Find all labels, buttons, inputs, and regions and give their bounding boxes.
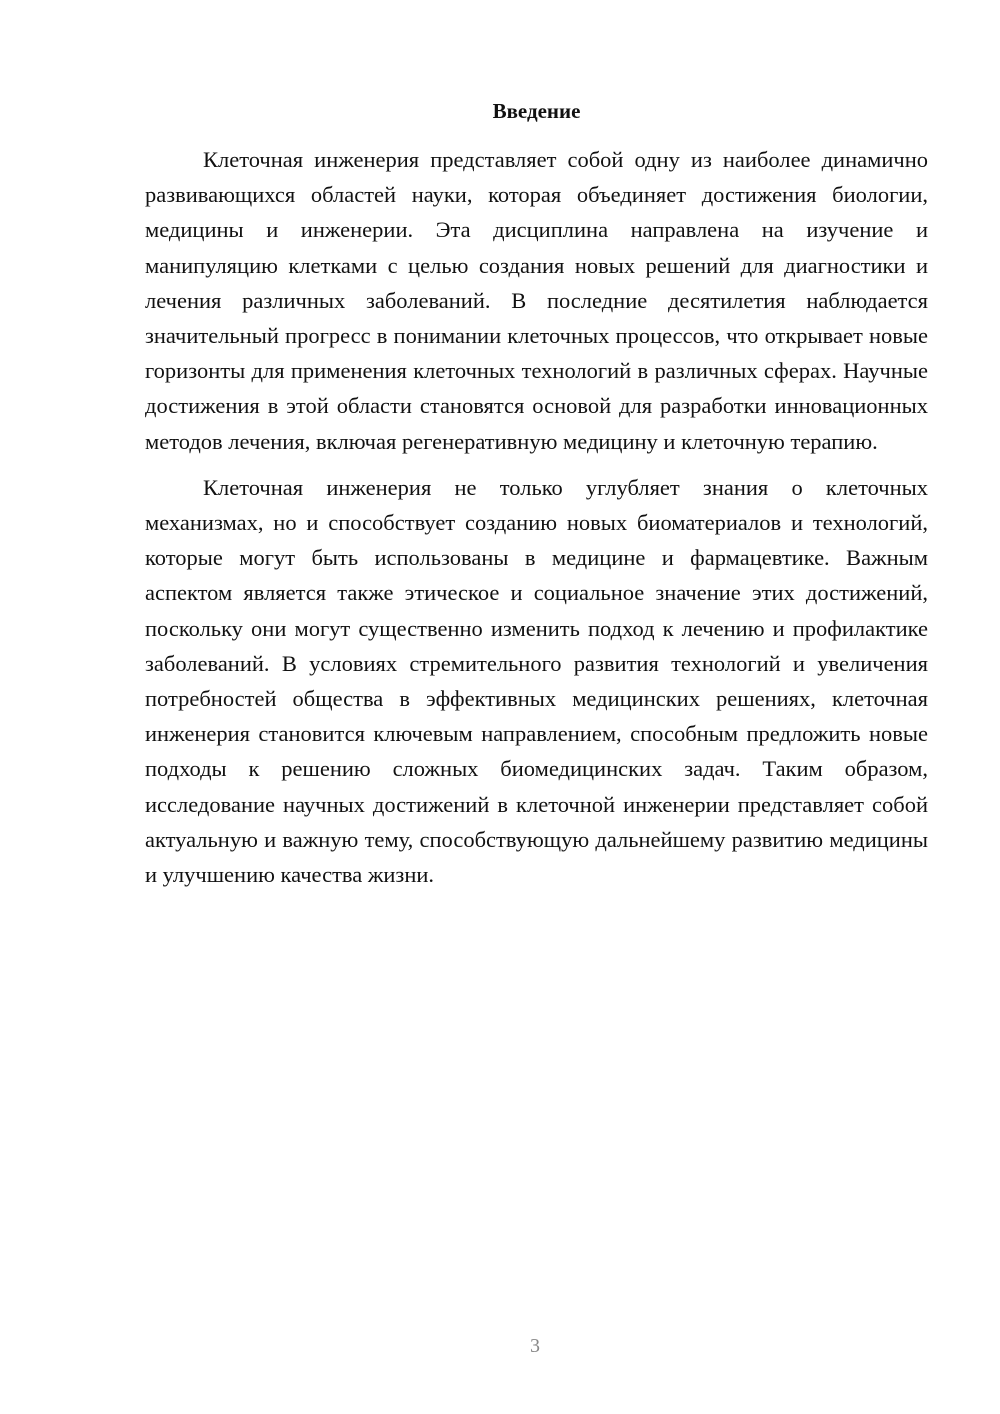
- body-text: [145, 142, 928, 892]
- paragraph-1: Клеточная инженерия представляет собой одну из наиболее динамично развивающихся областей науки, которая объединяет достижения биологии, медицины и инженерии. Эта дисциплина направлена на изучение и манипуляцию клетками с целью создания новых решений для диагностики и лечения различных заболеваний. В последние десятилетия наблюдается значительный прогресс в понимании клеточных процессов, что открывает новые горизонты для применения клеточных технологий в различных сферах. Научные достижения в этой области становятся основой для разработки инновационных методов лечения, включая регенеративную медицину и клеточную терапию.: [145, 147, 928, 454]
- section-title: Введение: [492, 99, 581, 123]
- paragraph-2: Клеточная инженерия не только углубляет знания о клеточных механизмах, но и способствует созданию новых биоматериалов и технологий, которые могут быть использованы в медицине и фармацевтике. Важным аспектом является также этическое и социальное значение этих достижений, поскольку они могут существенно изменить подход к лечению и профилактике заболеваний. В условиях стремительного развития технологий и увеличения потребностей общества в эффективных медицинских решениях, клеточная инженерия становится ключевым направлением, способным предложить новые подходы к решению сложных биомедицинских задач. Таким образом, исследование научных достижений в клеточной инженерии представляет собой актуальную и важную тему, способствующую дальнейшему развитию медицины и улучшению качества жизни.: [145, 474, 928, 888]
- page-number: 3: [530, 1335, 540, 1357]
